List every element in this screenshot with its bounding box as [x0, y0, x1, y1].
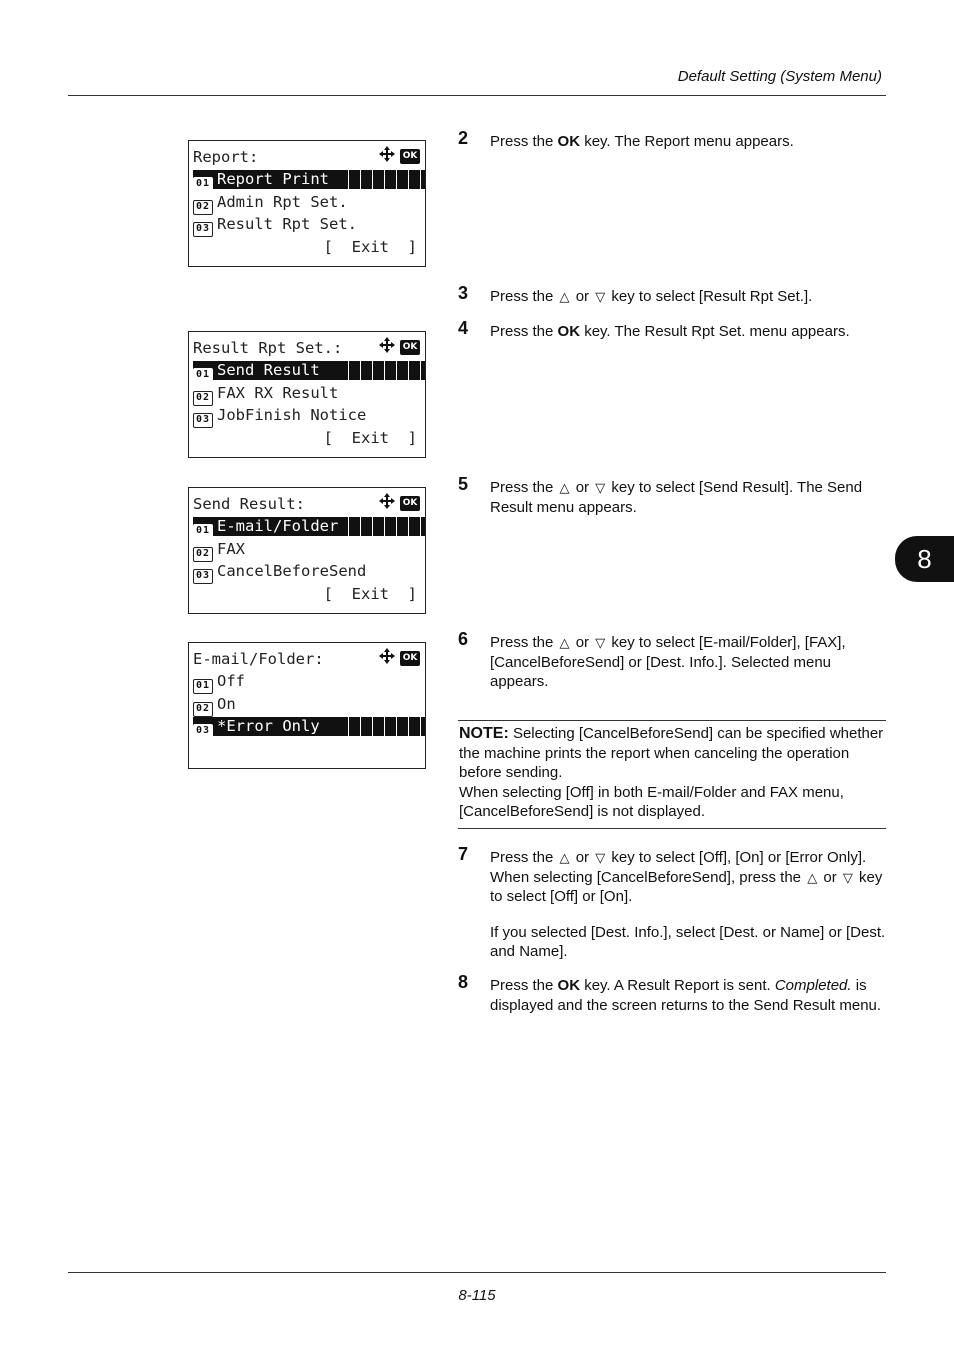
item-number-icon: 02: [193, 547, 213, 562]
up-triangle-icon: △: [559, 635, 570, 650]
step-number: 3: [458, 283, 469, 303]
step-text: [490, 132, 888, 152]
item-number-icon: 02: [193, 702, 213, 717]
lcd-menu-item: [193, 193, 425, 212]
chapter-tab: 8: [895, 536, 954, 582]
item-label: Report Print: [217, 170, 329, 188]
step-text-run: or: [571, 634, 594, 651]
step-text-run: key to select [Send Result]. The Send Result menu appears.: [490, 479, 863, 516]
step-text-run: key to select [Result Rpt Set.].: [607, 288, 813, 305]
item-number-icon: 03: [193, 724, 213, 739]
step-text-run: Press the: [490, 634, 558, 651]
lcd-panel-report: [188, 140, 426, 267]
step-text: [490, 478, 888, 517]
step-number: 6: [458, 629, 469, 649]
item-number-icon: 01: [193, 524, 213, 539]
step-text-run: or: [571, 479, 594, 496]
step-text-run: key to select [Off], [On] or [Error Only]. When selecting [CancelBeforeSend], press the: [490, 849, 867, 886]
item-label: FAX: [217, 539, 245, 558]
step-text-run: Press the: [490, 479, 558, 496]
step-2: [458, 128, 888, 152]
lcd-title: Report:: [193, 148, 259, 166]
page-header-title: Default Setting (System Menu): [677, 68, 882, 85]
down-triangle-icon: ▽: [595, 635, 606, 650]
item-label: FAX RX Result: [217, 383, 339, 402]
four-way-arrow-icon: [378, 146, 396, 166]
step-text: [490, 633, 888, 692]
down-triangle-icon: ▽: [595, 850, 606, 865]
step-text-run: key. The Result Rpt Set. menu appears.: [580, 323, 850, 340]
ok-key-icon: OK: [400, 340, 420, 355]
lcd-menu-item: [193, 717, 425, 736]
step-5: [458, 474, 888, 517]
item-label: Send Result: [217, 361, 320, 379]
lcd-panel-send-result: [188, 487, 426, 614]
item-number-icon: 03: [193, 222, 213, 237]
lcd-exit-option: [ Exit ]: [323, 585, 417, 603]
lcd-exit-option: [ Exit ]: [323, 429, 417, 447]
item-label: On: [217, 694, 236, 713]
step-number: 5: [458, 474, 469, 494]
step-text: [490, 287, 888, 307]
step-text-run: Press the: [490, 288, 558, 305]
step-text-run: key. A Result Report is sent.: [580, 977, 775, 994]
step-3: [458, 283, 888, 307]
lcd-status-icons: [378, 650, 420, 666]
lcd-panel-email-folder: [188, 642, 426, 769]
down-triangle-icon: ▽: [595, 289, 606, 304]
step-instruction: [490, 287, 888, 307]
header-rule: [68, 95, 886, 96]
lcd-status-icons: [378, 148, 420, 164]
step-text-run: Press the: [490, 977, 558, 994]
lcd-menu-item: [193, 517, 425, 536]
ok-key-icon: OK: [400, 651, 420, 666]
step-text-run: key to select [E-mail/Folder], [FAX], [CancelBeforeSend] or [Dest. Info.]. Selected menu appears.: [490, 634, 846, 690]
up-triangle-icon: △: [807, 869, 818, 885]
lcd-title: Result Rpt Set.:: [193, 339, 343, 357]
item-label: Off: [217, 672, 245, 690]
lcd-menu-item: [193, 384, 425, 403]
item-number-icon: 01: [193, 177, 213, 192]
four-way-arrow-icon: [378, 493, 396, 513]
step-instruction: [490, 976, 888, 1015]
step-instruction: [490, 478, 888, 517]
up-triangle-icon: △: [559, 850, 570, 865]
step-text-run: or: [571, 849, 594, 866]
item-number-icon: 02: [193, 200, 213, 215]
step-text: [490, 322, 888, 342]
step-text-run: Press the: [490, 323, 558, 340]
ok-key-icon: OK: [400, 496, 420, 511]
lcd-title: E-mail/Folder:: [193, 650, 324, 668]
item-label: Result Rpt Set.: [217, 215, 357, 233]
lcd-menu-item: [193, 361, 425, 380]
item-number-icon: 01: [193, 368, 213, 383]
step-extra: If you selected [Dest. Info.], select [Dest. or Name] or [Dest. and Name].: [490, 923, 886, 960]
step-text: [490, 976, 888, 1015]
step-number: 7: [458, 844, 469, 864]
lcd-exit-option: [ Exit ]: [323, 238, 417, 256]
ok-key-name: OK: [557, 133, 581, 150]
step-text: [490, 848, 888, 962]
step-4: [458, 318, 888, 342]
note-text-1: Selecting [CancelBeforeSend] can be specified whether the machine prints the report when canceling the operation before sending.: [459, 725, 884, 781]
step-instruction: [490, 633, 888, 692]
down-triangle-icon: ▽: [842, 869, 853, 885]
up-triangle-icon: △: [559, 480, 570, 495]
footer-rule: [68, 1272, 886, 1273]
step-text-run: key. The Report menu appears.: [580, 133, 794, 150]
ok-key-name: OK: [557, 977, 581, 994]
step-instruction: [490, 322, 888, 342]
note-text-2: When selecting [Off] in both E-mail/Folder and FAX menu, [CancelBeforeSend] is not displayed.: [459, 783, 844, 820]
step-7: [458, 844, 888, 962]
item-label: JobFinish Notice: [217, 406, 367, 424]
step-instruction: [490, 848, 888, 907]
step-8: [458, 972, 888, 1015]
lcd-menu-item: [193, 672, 425, 691]
step-text-run: Press the: [490, 133, 558, 150]
step-text-run: or: [819, 868, 841, 886]
page-number: 8-115: [458, 1287, 496, 1304]
ok-key-icon: OK: [400, 149, 420, 164]
step-text-run: key to select [Off] or [On].: [490, 868, 883, 905]
item-number-icon: 01: [193, 679, 213, 694]
four-way-arrow-icon: [378, 337, 396, 357]
up-triangle-icon: △: [559, 289, 570, 304]
lcd-panel-result-rpt-set: [188, 331, 426, 458]
item-label: CancelBeforeSend: [217, 562, 367, 580]
item-label: E-mail/Folder: [217, 517, 339, 535]
lcd-menu-item: [193, 540, 425, 559]
step-6: [458, 629, 888, 692]
lcd-menu-item: [193, 170, 425, 189]
lcd-status-icons: [378, 339, 420, 355]
item-number-icon: 03: [193, 569, 213, 584]
step-number: 8: [458, 972, 469, 992]
item-number-icon: 03: [193, 413, 213, 428]
four-way-arrow-icon: [378, 648, 396, 668]
status-message: Completed.: [774, 977, 852, 994]
step-number: 4: [458, 318, 469, 338]
down-triangle-icon: ▽: [595, 480, 606, 495]
item-label: Admin Rpt Set.: [217, 192, 348, 211]
step-text-run: Press the: [490, 849, 558, 866]
lcd-status-icons: [378, 495, 420, 511]
step-number: 2: [458, 128, 469, 148]
item-label: *Error Only: [217, 717, 320, 735]
lcd-menu-item: [193, 695, 425, 714]
note-label: NOTE:: [459, 725, 509, 742]
item-number-icon: 02: [193, 391, 213, 406]
lcd-menu-item: [193, 215, 425, 234]
step-instruction: [490, 132, 888, 152]
lcd-menu-item: [193, 406, 425, 425]
lcd-title: Send Result:: [193, 495, 305, 513]
lcd-menu-item: [193, 562, 425, 581]
step-text-run: or: [571, 288, 594, 305]
ok-key-name: OK: [557, 323, 581, 340]
note-box: [458, 720, 886, 829]
step-text-run: is displayed and the screen returns to the Send Result menu.: [490, 977, 882, 1014]
